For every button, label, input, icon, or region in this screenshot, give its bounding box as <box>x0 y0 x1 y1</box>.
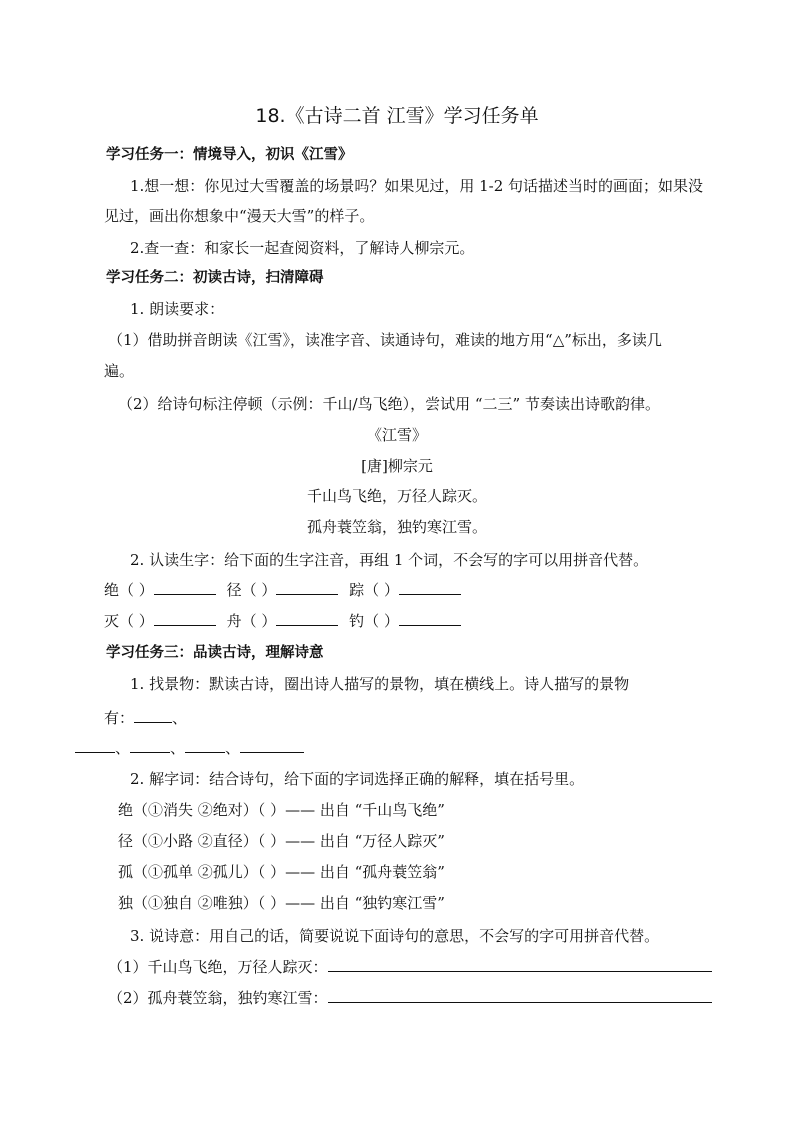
task1-q2: 2.查一查：和家长一起查阅资料，了解诗人柳宗元。 <box>130 239 475 257</box>
char-zhou: 舟 <box>226 612 242 630</box>
task3-item3: 3. 说诗意：用自己的话，简要说说下面诗句的意思，不会写的字可用拼音代替。 <box>130 927 660 945</box>
char-zong: 踪 <box>349 581 365 599</box>
meaning-row-2: （2）孤舟蓑笠翁，独钓寒江雪： <box>108 988 712 1008</box>
scenery-blank-5[interactable] <box>240 738 304 753</box>
task2-req1-line2: 遍。 <box>104 362 135 380</box>
meaning-row-1: （1）千山鸟飞绝，万径人踪灭： <box>108 957 712 977</box>
poem-title: 《江雪》 <box>366 426 427 444</box>
task3-heading: 学习任务三：品读古诗，理解诗意 <box>106 644 324 661</box>
page-title: 18.《古诗二首 江雪》学习任务单 <box>255 105 539 127</box>
poem-line1: 千山鸟飞绝，万径人踪灭。 <box>306 487 487 505</box>
char-mie-answer[interactable] <box>154 611 216 626</box>
task2-item1: 1. 朗读要求： <box>130 300 225 318</box>
char-jue-answer[interactable] <box>154 580 216 595</box>
scenery-blank-4[interactable] <box>185 738 225 753</box>
task2-item2: 2. 认读生字：给下面的生字注音，再组 1 个词，不会写的字可以用拼音代替。 <box>130 551 649 569</box>
poem-line2: 孤舟蓑笠翁，独钓寒江雪。 <box>306 518 487 536</box>
word-row-4: 独（①独自 ②唯独）（ ）—— 出自 “独钓寒江雪” <box>118 894 445 912</box>
word-row-3: 孤（①孤单 ②孤儿）（ ）—— 出自 “孤舟蓑笠翁” <box>118 863 445 881</box>
task3-item1-line1: 1. 找景物：默读古诗，圈出诗人描写的景物，填在横线上。诗人描写的景物 <box>130 675 630 693</box>
char-jing: 径 <box>226 581 242 599</box>
word-row-1: 绝（①消失 ②绝对）（ ）—— 出自 “千山鸟飞绝” <box>118 801 445 819</box>
char-row-1: 绝（ ） 径（ ） 踪（ ） <box>104 580 461 600</box>
task3-scenery-blanks: 、 、 、 <box>75 738 304 758</box>
task2-req1-line1: （1）借助拼音朗读《江雪》，读准字音、读通诗句，难读的地方用“△”标出，多读几 <box>108 331 662 349</box>
task1-q1-line2: 见过，画出你想象中“漫天大雪”的样子。 <box>104 207 375 225</box>
char-jue: 绝 <box>104 581 120 599</box>
scenery-blank-3[interactable] <box>130 738 170 753</box>
poem-author: [唐]柳宗元 <box>361 457 433 475</box>
char-diao: 钓 <box>349 612 365 630</box>
char-zong-answer[interactable] <box>399 580 461 595</box>
char-jing-answer[interactable] <box>276 580 338 595</box>
task3-item2: 2. 解字词：结合诗句，给下面的字词选择正确的解释，填在括号里。 <box>130 770 585 788</box>
task3-item1-line2: 有： 、 <box>104 709 188 727</box>
meaning-2-answer[interactable] <box>328 988 712 1003</box>
meaning-1-answer[interactable] <box>328 957 712 972</box>
char-zhou-answer[interactable] <box>276 611 338 626</box>
char-row-2: 灭（ ） 舟（ ） 钓（ ） <box>104 611 461 631</box>
char-mie: 灭 <box>104 612 120 630</box>
task1-heading: 学习任务一：情境导入，初识《江雪》 <box>106 146 353 163</box>
task2-heading: 学习任务二：初读古诗，扫清障碍 <box>106 269 324 286</box>
task2-req2: （2）给诗句标注停顿（示例：千山/鸟飞绝），尝试用 “二三” 节奏读出诗歌韵律。 <box>118 395 660 413</box>
task1-q1-line1: 1.想一想：你见过大雪覆盖的场景吗？如果见过，用 1-2 句话描述当时的画面；如果没 <box>130 177 704 195</box>
char-diao-answer[interactable] <box>399 611 461 626</box>
word-row-2: 径（①小路 ②直径）（ ）—— 出自 “万径人踪灭” <box>118 832 445 850</box>
scenery-blank-2[interactable] <box>75 738 115 753</box>
scenery-blank-1[interactable] <box>134 708 172 723</box>
